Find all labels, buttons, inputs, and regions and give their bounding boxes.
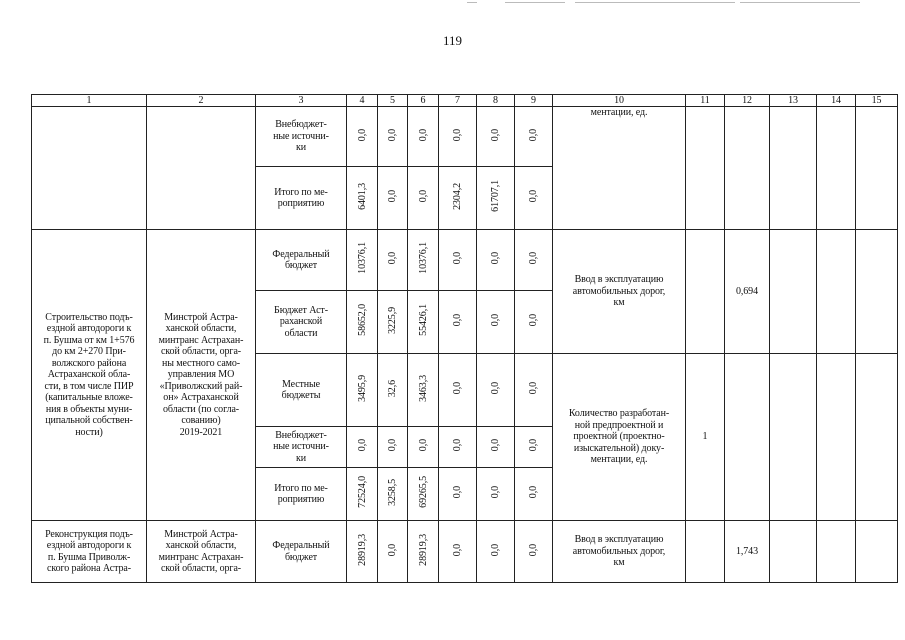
value-cell	[515, 521, 553, 583]
measure1-row	[32, 230, 898, 291]
value-cell	[439, 468, 477, 521]
vertical-value: 0,0	[356, 439, 368, 452]
value-cell	[515, 468, 553, 521]
value-cell	[477, 167, 515, 230]
vertical-value: 2304,2	[452, 182, 463, 210]
vertical-value: 58652,0	[356, 304, 368, 337]
cont-row	[32, 107, 898, 167]
executor-cell	[147, 107, 256, 230]
vertical-value: 0,0	[528, 382, 539, 395]
value-cell	[347, 427, 378, 468]
vertical-value: 0,0	[528, 190, 539, 203]
vertical-value: 69265,5	[417, 476, 429, 509]
vertical-value: 0,0	[528, 128, 539, 141]
top-rule-4	[740, 2, 860, 3]
value-cell	[378, 427, 408, 468]
value-cell	[515, 427, 553, 468]
value-cell	[378, 521, 408, 583]
col11-cell	[686, 230, 725, 354]
vertical-value: 0,0	[417, 190, 429, 203]
vertical-value: 0,0	[490, 543, 501, 556]
col11-cell	[686, 521, 725, 583]
measure-name-cell: Реконструкция подъ- ездной автодороги к п. Бушма Приволж- ского района Астра-	[32, 521, 147, 583]
value-cell	[515, 354, 553, 427]
funding-source: Внебюджет- ные источни- ки	[256, 427, 347, 468]
vertical-value: 0,0	[490, 439, 501, 452]
vertical-value: 0,0	[452, 382, 463, 395]
value-cell	[378, 107, 408, 167]
header-row	[32, 95, 898, 107]
funding-source: Итого по ме- роприятию	[256, 468, 347, 521]
col14-cell	[817, 354, 856, 521]
vertical-value: 0,0	[528, 486, 539, 499]
indicator-value: 1	[686, 354, 725, 521]
col13-cell	[770, 521, 817, 583]
value-cell	[515, 230, 553, 291]
column-header: 4	[347, 95, 378, 107]
value-cell	[408, 468, 439, 521]
value-cell	[408, 107, 439, 167]
vertical-value: 0,0	[528, 543, 539, 556]
value-cell	[477, 291, 515, 354]
vertical-value: 3225,9	[387, 306, 398, 334]
value-cell	[439, 167, 477, 230]
funding-source: Местные бюджеты	[256, 354, 347, 427]
vertical-value: 0,0	[417, 128, 429, 141]
top-rule-3	[575, 2, 735, 3]
value-cell	[408, 230, 439, 291]
col13-cell	[770, 354, 817, 521]
vertical-value: 10376,1	[417, 242, 429, 275]
column-header: 11	[686, 95, 725, 107]
column-header: 14	[817, 95, 856, 107]
vertical-value: 0,0	[452, 128, 463, 141]
value-cell	[439, 107, 477, 167]
column-header: 1	[32, 95, 147, 107]
column-header: 6	[408, 95, 439, 107]
funding-source: Федеральный бюджет	[256, 521, 347, 583]
executor-cell: Минстрой Астра- ханской области, минтранс Астрахан- ской области, орга-	[147, 521, 256, 583]
col11-cell	[686, 107, 725, 230]
vertical-value: 0,0	[417, 439, 429, 452]
column-header: 13	[770, 95, 817, 107]
col14-cell	[817, 230, 856, 354]
value-cell	[378, 167, 408, 230]
value-cell	[347, 107, 378, 167]
value-cell	[378, 230, 408, 291]
vertical-value: 0,0	[387, 128, 398, 141]
vertical-value: 0,0	[452, 252, 463, 265]
value-cell	[408, 427, 439, 468]
vertical-value: 0,0	[528, 314, 539, 327]
value-cell	[477, 427, 515, 468]
value-cell	[477, 354, 515, 427]
column-header: 12	[725, 95, 770, 107]
column-header: 15	[856, 95, 898, 107]
col15-cell	[856, 107, 898, 230]
executor-cell: Минстрой Астра- ханской области, минтранс Астрахан- ской области, орга- ны местного само- управления МО «Приволжский рай- он» Астраханской области (по согла- сованию) 2019-2021	[147, 230, 256, 521]
col13-cell	[770, 107, 817, 230]
col12-cell	[725, 354, 770, 521]
value-cell	[347, 521, 378, 583]
indicator-cell: Ввод в эксплуатацию автомобильных дорог, км	[553, 230, 686, 354]
value-cell	[378, 291, 408, 354]
vertical-value: 0,0	[452, 543, 463, 556]
vertical-value: 0,0	[387, 543, 398, 556]
vertical-value: 55426,1	[417, 304, 429, 337]
column-header: 8	[477, 95, 515, 107]
value-cell	[408, 291, 439, 354]
column-header: 2	[147, 95, 256, 107]
vertical-value: 0,0	[452, 486, 463, 499]
vertical-value: 6401,3	[356, 182, 368, 210]
vertical-value: 0,0	[528, 252, 539, 265]
value-cell	[515, 107, 553, 167]
vertical-value: 28919,3	[417, 533, 429, 566]
program-table	[31, 94, 898, 583]
value-cell	[477, 107, 515, 167]
col14-cell	[817, 107, 856, 230]
vertical-value: 0,0	[387, 252, 398, 265]
funding-source: Федеральный бюджет	[256, 230, 347, 291]
value-cell	[347, 468, 378, 521]
value-cell	[515, 291, 553, 354]
col15-cell	[856, 354, 898, 521]
value-cell	[347, 167, 378, 230]
vertical-value: 0,0	[452, 439, 463, 452]
col15-cell	[856, 230, 898, 354]
col12-cell	[725, 107, 770, 230]
vertical-value: 0,0	[387, 439, 398, 452]
indicator-value: 1,743	[725, 521, 770, 583]
value-cell	[439, 291, 477, 354]
value-cell	[477, 230, 515, 291]
value-cell	[347, 291, 378, 354]
column-header: 7	[439, 95, 477, 107]
col15-cell	[856, 521, 898, 583]
indicator-cell: Количество разработан- ной предпроектной и проектной (проектно- изыскательной) доку- ментации, ед.	[553, 354, 686, 521]
value-cell	[378, 468, 408, 521]
measure-name-cell: Строительство подъ- ездной автодороги к п. Бушма от км 1+576 до км 2+270 При- волжского района Астраханской обла- сти, в том числе ПИР (капитальные вложе- ния в объекты муни- ципальной собствен- ности)	[32, 230, 147, 521]
vertical-value: 0,0	[490, 252, 501, 265]
value-cell	[439, 230, 477, 291]
column-header: 3	[256, 95, 347, 107]
vertical-value: 0,0	[490, 128, 501, 141]
column-header: 9	[515, 95, 553, 107]
funding-source: Внебюджет- ные источни- ки	[256, 107, 347, 167]
vertical-value: 32,6	[387, 379, 398, 397]
page-number: 119	[442, 33, 463, 48]
vertical-value: 3258,5	[387, 478, 398, 506]
indicator-value: 0,694	[725, 230, 770, 354]
vertical-value: 0,0	[490, 486, 501, 499]
vertical-value: 10376,1	[356, 242, 368, 275]
vertical-value: 0,0	[452, 314, 463, 327]
indicator-cell: Ввод в эксплуатацию автомобильных дорог, км	[553, 521, 686, 583]
value-cell	[439, 521, 477, 583]
value-cell	[477, 521, 515, 583]
measure-name-cell	[32, 107, 147, 230]
value-cell	[515, 167, 553, 230]
value-cell	[408, 521, 439, 583]
value-cell	[439, 354, 477, 427]
top-rule-1	[467, 2, 477, 3]
value-cell	[347, 354, 378, 427]
vertical-value: 0,0	[528, 439, 539, 452]
value-cell	[439, 427, 477, 468]
vertical-value: 0,0	[387, 190, 398, 203]
indicator-cell: ментации, ед.	[553, 107, 686, 230]
measure2-row	[32, 521, 898, 583]
top-rule-2	[505, 2, 565, 3]
col14-cell	[817, 521, 856, 583]
value-cell	[408, 167, 439, 230]
col13-cell	[770, 230, 817, 354]
value-cell	[477, 468, 515, 521]
vertical-value: 28919,3	[356, 533, 368, 566]
vertical-value: 72524,0	[356, 476, 368, 509]
funding-source: Итого по ме- роприятию	[256, 167, 347, 230]
vertical-value: 61707,1	[490, 180, 501, 213]
vertical-value: 0,0	[490, 314, 501, 327]
vertical-value: 3495,9	[356, 374, 368, 402]
funding-source: Бюджет Аст- раханской области	[256, 291, 347, 354]
value-cell	[347, 230, 378, 291]
column-header: 10	[553, 95, 686, 107]
vertical-value: 0,0	[356, 128, 368, 141]
value-cell	[378, 354, 408, 427]
vertical-value: 3463,3	[417, 374, 429, 402]
column-header: 5	[378, 95, 408, 107]
value-cell	[408, 354, 439, 427]
vertical-value: 0,0	[490, 382, 501, 395]
